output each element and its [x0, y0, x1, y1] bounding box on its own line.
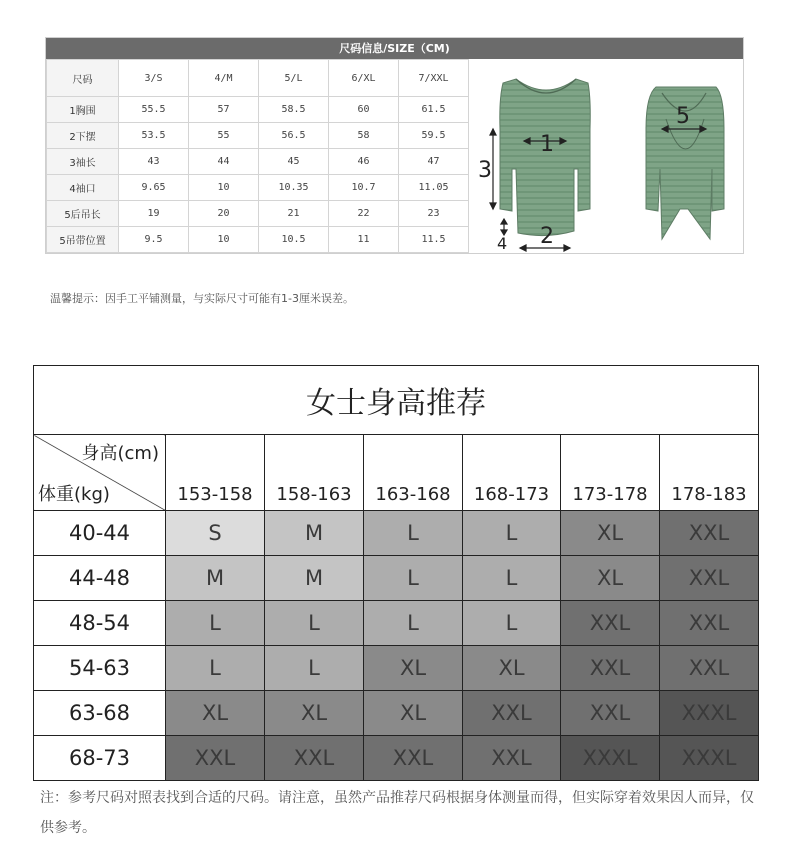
recommended-size-cell: L [463, 511, 561, 556]
measure-tip-text: 温馨提示：因手工平铺测量，与实际尺寸可能有1-3厘米误差。 [50, 292, 354, 305]
measure-value: 60 [329, 97, 399, 123]
size-chart-header-cell: 6/XL [329, 60, 399, 97]
weight-row [34, 691, 759, 736]
measure-label: 4袖口 [47, 175, 119, 201]
measure-label: 3袖长 [47, 149, 119, 175]
size-chart-row [47, 97, 469, 123]
diagram-number-3: 3 [478, 158, 492, 183]
weight-row [34, 556, 759, 601]
measure-value: 9.5 [119, 227, 189, 253]
weight-range-label: 68-73 [34, 736, 166, 781]
recommended-size-cell: XXL [660, 646, 759, 691]
weight-range-label: 54-63 [34, 646, 166, 691]
recommended-size-cell: XL [364, 646, 463, 691]
recommended-size-cell: L [463, 556, 561, 601]
recommended-size-cell: L [364, 601, 463, 646]
recommended-size-cell: XXL [364, 736, 463, 781]
size-chart-header-cell: 3/S [119, 60, 189, 97]
recommended-size-cell: L [166, 601, 265, 646]
recommended-size-cell: XL [561, 556, 660, 601]
measure-value: 58.5 [259, 97, 329, 123]
recommended-size-cell: XXXL [660, 691, 759, 736]
recommended-size-cell: L [364, 556, 463, 601]
measure-value: 43 [119, 149, 189, 175]
measure-value: 55.5 [119, 97, 189, 123]
measure-value: 10.35 [259, 175, 329, 201]
recommended-size-cell: XL [561, 511, 660, 556]
height-range-header: 168-173 [463, 435, 561, 511]
recommended-size-cell: L [265, 601, 364, 646]
garment-measure-diagram [466, 59, 743, 253]
garment-illustration [466, 59, 743, 253]
recommended-size-cell: XXXL [561, 736, 660, 781]
measure-value: 56.5 [259, 123, 329, 149]
height-header-row [34, 435, 759, 511]
recommended-size-cell: L [166, 646, 265, 691]
recommended-size-cell: XL [166, 691, 265, 736]
size-chart-header-cell: 4/M [189, 60, 259, 97]
size-chart-header-cell: 尺码 [47, 60, 119, 97]
weight-range-label: 40-44 [34, 511, 166, 556]
measure-label: 5后吊长 [47, 201, 119, 227]
size-chart-row [47, 123, 469, 149]
measure-value: 59.5 [399, 123, 469, 149]
size-chart-table [46, 59, 469, 253]
size-chart-row [47, 227, 469, 253]
recommended-size-cell: XXL [463, 691, 561, 736]
measure-value: 10.7 [329, 175, 399, 201]
size-chart-header-cell: 7/XXL [399, 60, 469, 97]
recommend-title: 女士身高推荐 [34, 366, 759, 435]
diagram-number-2: 2 [540, 224, 554, 249]
weight-row [34, 511, 759, 556]
recommended-size-cell: M [166, 556, 265, 601]
recommended-size-cell: S [166, 511, 265, 556]
measure-value: 57 [189, 97, 259, 123]
measure-value: 10 [189, 175, 259, 201]
recommended-size-cell: XXL [660, 511, 759, 556]
size-chart-row [47, 201, 469, 227]
size-chart-row [47, 175, 469, 201]
recommended-size-cell: XL [364, 691, 463, 736]
measure-value: 10 [189, 227, 259, 253]
measure-value: 11.5 [399, 227, 469, 253]
recommended-size-cell: M [265, 511, 364, 556]
recommended-size-cell: XXL [660, 601, 759, 646]
height-range-header: 163-168 [364, 435, 463, 511]
measure-value: 47 [399, 149, 469, 175]
height-range-header: 173-178 [561, 435, 660, 511]
recommended-size-cell: M [265, 556, 364, 601]
diagram-number-4: 4 [497, 234, 508, 253]
recommend-disclaimer: 注：参考尺码对照表找到合适的尺码。请注意，虽然产品推荐尺码根据身体测量而得，但实际穿着效果因人而异，仅供参考。 [40, 790, 754, 836]
measure-value: 23 [399, 201, 469, 227]
measure-value: 44 [189, 149, 259, 175]
recommended-size-cell: XL [265, 691, 364, 736]
measure-value: 20 [189, 201, 259, 227]
measure-label: 5吊带位置 [47, 227, 119, 253]
recommended-size-cell: XXL [561, 691, 660, 736]
size-info-title: 尺码信息/SIZE（CM) [46, 38, 743, 59]
height-range-header: 178-183 [660, 435, 759, 511]
recommended-size-cell: XXL [463, 736, 561, 781]
size-chart-header-cell: 5/L [259, 60, 329, 97]
measure-value: 21 [259, 201, 329, 227]
weight-range-label: 44-48 [34, 556, 166, 601]
size-chart-row [47, 149, 469, 175]
diagonal-header-cell [34, 435, 166, 511]
measure-value: 19 [119, 201, 189, 227]
measure-value: 22 [329, 201, 399, 227]
weight-row [34, 601, 759, 646]
measure-label: 2下摆 [47, 123, 119, 149]
recommended-size-cell: XXXL [660, 736, 759, 781]
weight-range-label: 48-54 [34, 601, 166, 646]
recommended-size-cell: XXL [561, 646, 660, 691]
height-axis-label: 身高(cm) [81, 443, 159, 464]
height-range-header: 153-158 [166, 435, 265, 511]
measure-value: 58 [329, 123, 399, 149]
weight-row [34, 736, 759, 781]
measure-value: 9.65 [119, 175, 189, 201]
recommended-size-cell: L [364, 511, 463, 556]
recommended-size-cell: XXL [561, 601, 660, 646]
weight-axis-label: 体重(kg) [38, 484, 110, 505]
measure-value: 61.5 [399, 97, 469, 123]
diagram-number-5: 5 [676, 104, 690, 129]
diagram-number-1: 1 [540, 132, 554, 157]
size-info-panel [45, 37, 744, 254]
measure-value: 11 [329, 227, 399, 253]
measure-value: 10.5 [259, 227, 329, 253]
recommended-size-cell: L [463, 601, 561, 646]
recommended-size-cell: XXL [660, 556, 759, 601]
weight-row [34, 646, 759, 691]
recommended-size-cell: XXL [166, 736, 265, 781]
measure-value: 46 [329, 149, 399, 175]
measure-label: 1胸围 [47, 97, 119, 123]
measure-value: 45 [259, 149, 329, 175]
recommended-size-cell: L [265, 646, 364, 691]
height-range-header: 158-163 [265, 435, 364, 511]
recommended-size-cell: XXL [265, 736, 364, 781]
height-weight-recommend-table [33, 365, 759, 781]
measure-value: 11.05 [399, 175, 469, 201]
weight-range-label: 63-68 [34, 691, 166, 736]
size-chart-header-row [47, 60, 469, 97]
recommended-size-cell: XL [463, 646, 561, 691]
measure-value: 55 [189, 123, 259, 149]
measure-value: 53.5 [119, 123, 189, 149]
front-garment-shape [500, 79, 590, 236]
